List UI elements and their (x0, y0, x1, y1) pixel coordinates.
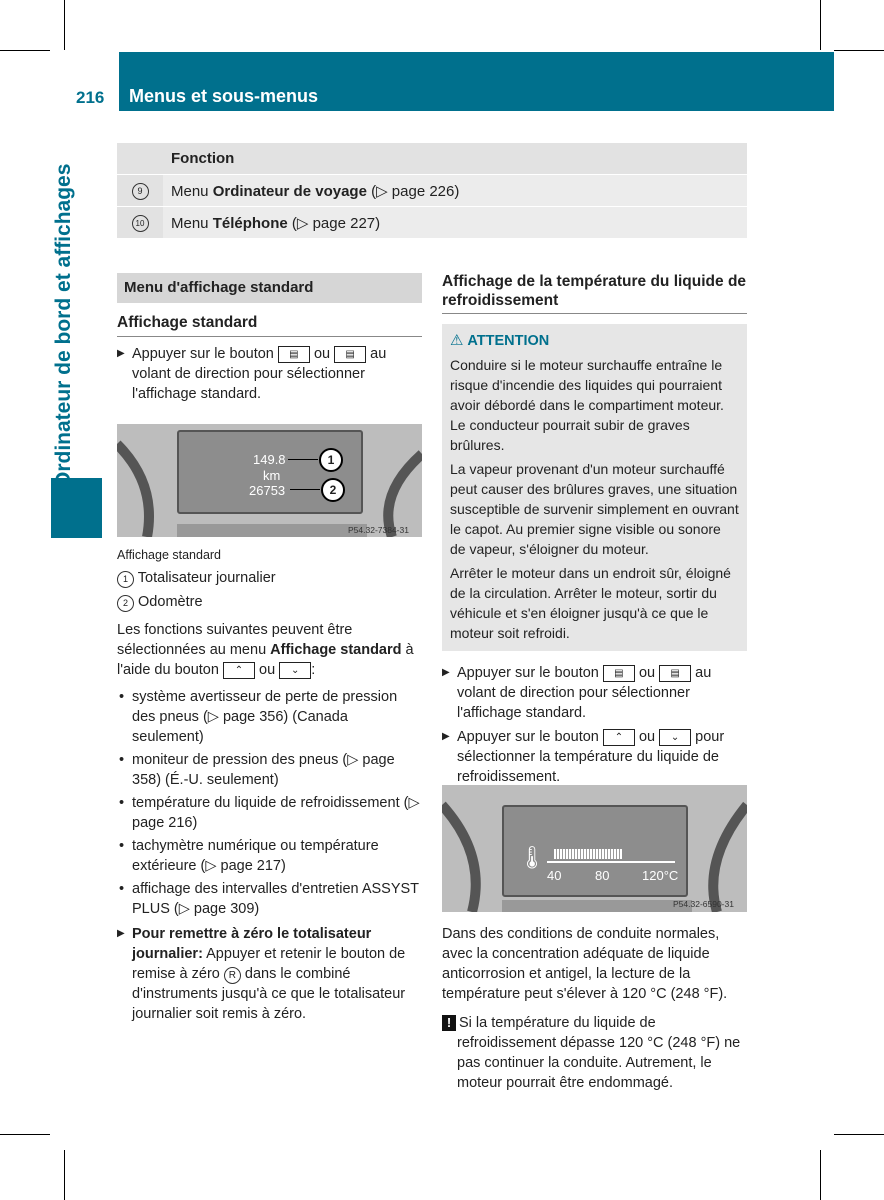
warning-title: ATTENTION (467, 333, 550, 349)
note-icon: ! (442, 1015, 456, 1031)
callout-number: 2 (321, 478, 345, 502)
page-title: Menus et sous-menus (129, 86, 319, 106)
warning-paragraph: Conduire si le moteur surchauffe entraîne le risque d'incendie des liquides qui pourraient avoir débordé dans le compartiment moteur. Le conducteur pourrait subir de graves brûlures. (450, 357, 724, 453)
scale-label: 40 (547, 868, 562, 883)
callout-number: 1 (319, 448, 343, 472)
crop-mark (820, 0, 821, 50)
instruction-step: ▶ Appuyer sur le bouton ▤ ou ▤ au volant de direction pour sélectionner l'affichage standard. (442, 663, 747, 723)
coolant-display-photo (442, 785, 747, 912)
crop-mark (820, 1150, 821, 1200)
legend-item: 1 Totalisateur journalier (117, 568, 423, 588)
photo-code: P54.32-6590-31 (673, 899, 734, 909)
scale-line (547, 861, 675, 863)
crop-mark (834, 50, 884, 51)
table-header-function: Fonction (163, 143, 747, 175)
callout-2 (290, 489, 320, 490)
body-paragraph: Dans des conditions de conduite normales, avec la concentration adéquate de liquide anticorrosion et antigel, la lecture de la température peut s'élever à 120 °C (248 °F). (442, 926, 728, 1002)
thermometer-icon: 🌡 (518, 845, 546, 870)
crop-mark (834, 1134, 884, 1135)
crop-mark (0, 50, 50, 51)
warning-icon: ⚠ (450, 332, 464, 349)
intro-paragraph: Les fonctions suivantes peuvent être sélectionnées au menu Affichage standard à l'aide du bouton ⌃ ou ⌄ : (117, 622, 414, 678)
photo-code: P54.32-7384-31 (348, 525, 409, 535)
up-button-icon: ⌃ (603, 729, 635, 746)
scale-label: 120°C (642, 868, 679, 883)
section-title: Menu d'affichage standard (117, 273, 422, 303)
coolant-bar (554, 849, 622, 859)
instruction-step: ▶ Appuyer sur le bouton ▤ ou ▤ au volant de direction pour sélectionner l'affichage standard. (117, 344, 422, 404)
display-button-icon: ▤ (603, 665, 635, 682)
reset-button-icon: R (224, 967, 241, 984)
instruction-step: ▶ Appuyer sur le bouton ⌃ ou ⌄ pour sélectionner la température du liquide de refroidissement. (442, 727, 747, 787)
list-item: • affichage des intervalles d'entretien ASSYST PLUS (▷ page 309) (117, 879, 423, 919)
callout-1 (288, 459, 318, 460)
note: ! Si la température du liquide de refroidissement dépasse 120 °C (248 °F) ne pas continuer la conduite. Autrement, le moteur pourrait être endommagé. (442, 1013, 748, 1093)
display-button-icon: ▤ (659, 665, 691, 682)
scale-label: 80 (595, 868, 610, 883)
down-button-icon: ⌄ (279, 662, 311, 679)
list-item: • système avertisseur de perte de pression des pneus (▷ page 356) (Canada seulement) (117, 687, 423, 747)
down-button-icon: ⌄ (659, 729, 691, 746)
table-row: 9 Menu Ordinateur de voyage (▷ page 226) (117, 175, 747, 207)
right-column (442, 272, 747, 787)
table-header-row (117, 143, 747, 175)
left-column-lower (117, 545, 423, 1024)
display-button-icon: ▤ (278, 346, 310, 363)
warning-box (442, 324, 747, 651)
warning-paragraph: La vapeur provenant d'un moteur surchauffé peut causer des brûlures graves, une situation susceptible de survenir simplement en ouvrant le capot. Au premier signe visible ou sonore de vapeur, s'éloigner du moteur. (450, 461, 739, 557)
display-button-icon: ▤ (334, 346, 366, 363)
subheading: Affichage standard (117, 313, 422, 337)
table-row: 10 Menu Téléphone (▷ page 227) (117, 207, 747, 239)
up-button-icon: ⌃ (223, 662, 255, 679)
trip-unit: km (263, 468, 281, 483)
list-item: • tachymètre numérique ou température extérieure (▷ page 217) (117, 836, 423, 876)
crop-mark (0, 1134, 50, 1135)
crop-mark (64, 0, 65, 50)
left-column (117, 273, 422, 404)
warning-paragraph: Arrêter le moteur dans un endroit sûr, éloigné de la circulation. Arrêter le moteur, sortir du véhicule et s'en éloigner jusqu'à ce que le moteur soit refroidi. (450, 565, 731, 641)
header-divider (117, 52, 119, 111)
item-number: 10 (132, 215, 149, 232)
function-table (117, 143, 747, 238)
instrument-cluster-photo (117, 424, 422, 537)
odometer-value: 26753 (249, 483, 286, 498)
instruction-step: ▶ Pour remettre à zéro le totalisateur journalier: Appuyer et retenir le bouton de remise à zéro R dans le combiné d'instruments jusqu'à ce que le totalisateur journalier soit remis à zéro. (117, 924, 423, 1024)
crop-mark (64, 1150, 65, 1200)
trip-value: 149.8 (253, 452, 286, 467)
list-item: • moniteur de pression des pneus (▷ page 358) (É.-U. seulement) (117, 750, 423, 790)
right-column-lower (442, 924, 748, 1093)
legend-item: 2 Odomètre (117, 592, 423, 612)
side-tab-title: Ordinateur de bord et affichages (52, 163, 75, 488)
page-number: 216 (76, 88, 105, 107)
list-item: • température du liquide de refroidissement (▷ page 216) (117, 793, 423, 833)
photo-caption: Affichage standard (117, 548, 222, 562)
right-heading: Affichage de la température du liquide de refroidissement (442, 272, 747, 314)
item-number: 9 (132, 183, 149, 200)
